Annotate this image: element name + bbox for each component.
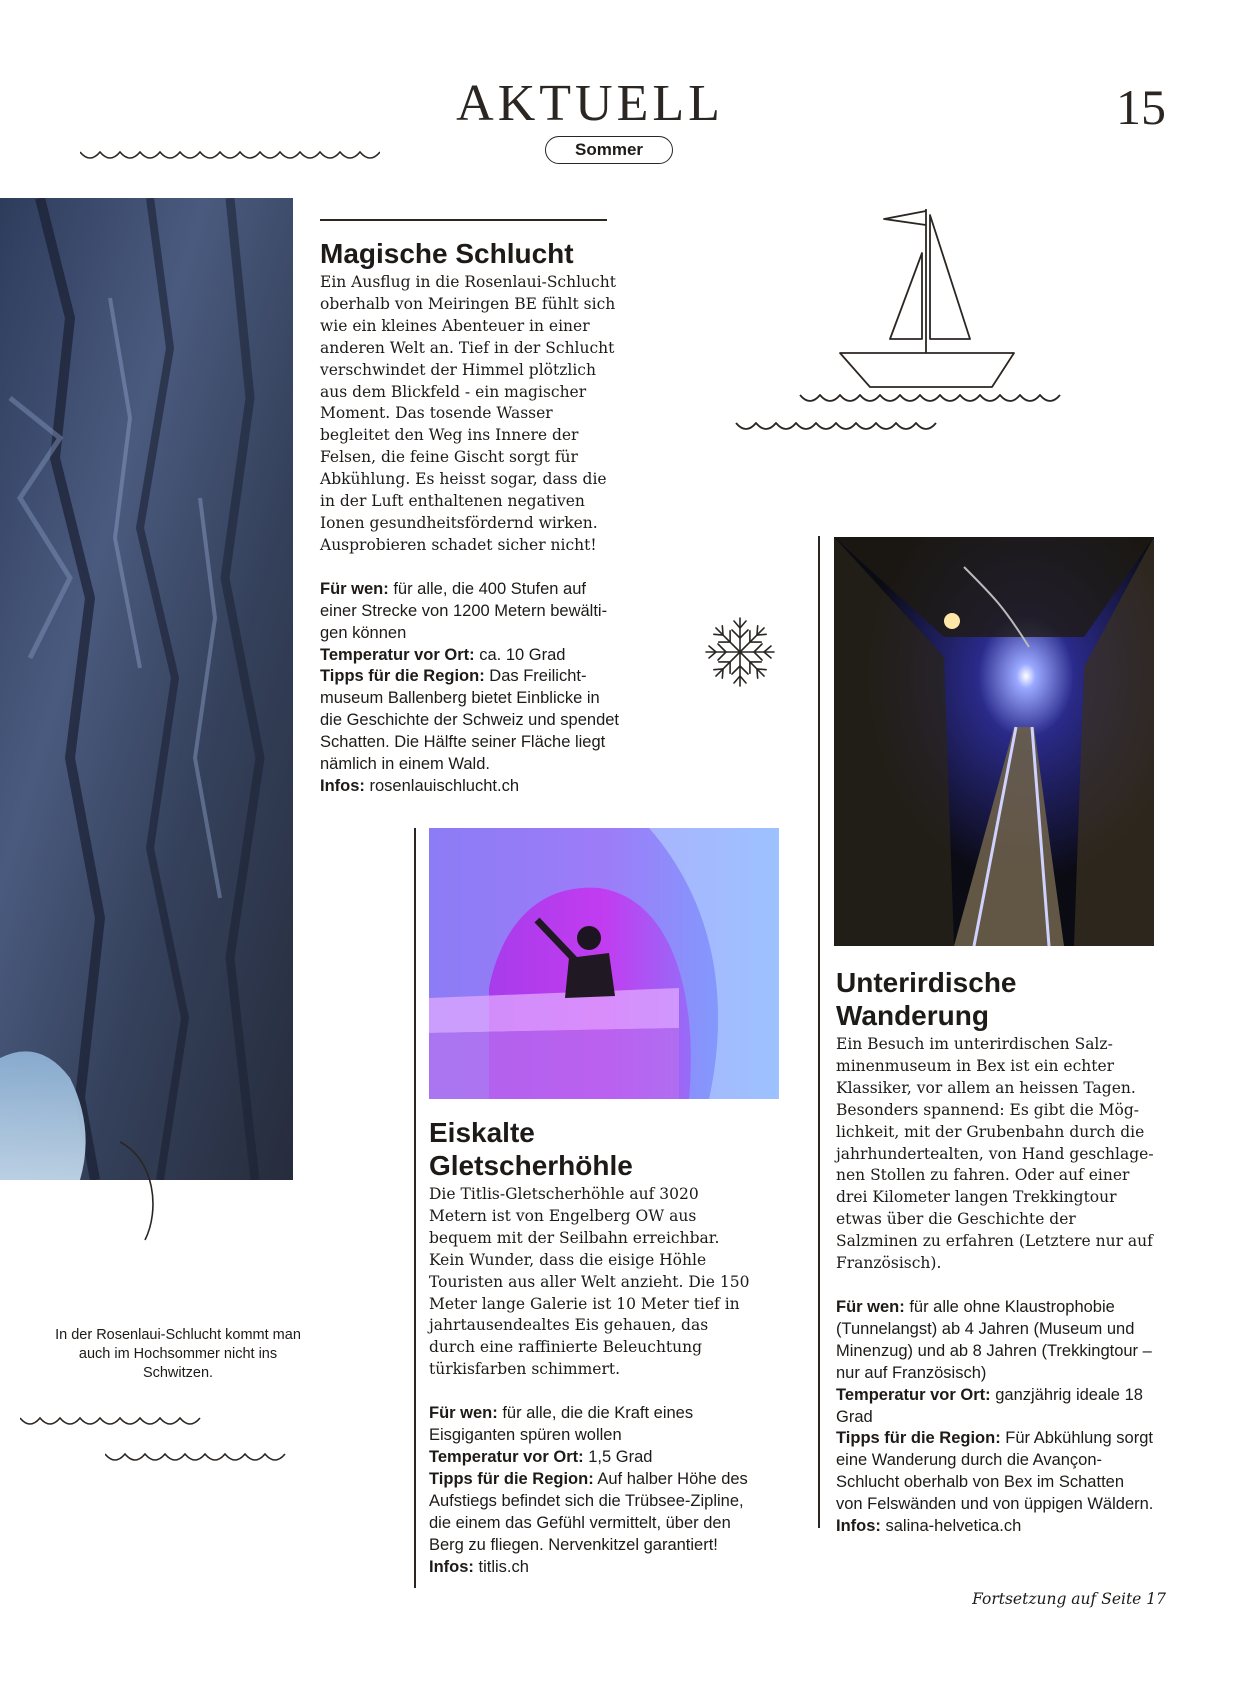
article-wanderung xyxy=(836,966,1154,1538)
article-schlucht xyxy=(320,237,620,798)
info-infos: Infos: rosenlauischlucht.ch xyxy=(320,776,520,795)
info-temperatur: Temperatur vor Ort: ganzjährig ideale 18 Grad xyxy=(836,1385,1143,1426)
column-rule xyxy=(414,828,416,1588)
info-fuer-wen: Für wen: für alle ohne Klaustrophobie (Tunnelangst) ab 4 Jahren (Museum und Minenzug) und ab 8 Jahren (Trekkingtour – nur auf Französisch) xyxy=(836,1297,1152,1382)
wave-icon xyxy=(80,144,380,164)
article-body: Ein Besuch im unterirdischen Salzminenmuseum in Bex ist ein echter Klassiker, vor allem an heissen Tagen. Besonders spannend: Es gibt die Möglichkeit, mit der Grubenbahn durch die jahrhundertealten, von Hand geschlagenen Stollen zu fahren. Oder auf einer drei Kilometer langen Trekkingtour etwas über die Geschichte der Salzminen zu erfahren (Letztere nur auf Französisch). xyxy=(836,1035,1154,1273)
info-fuer-wen: Für wen: für alle, die 400 Stufen auf einer Strecke von 1200 Metern bewältigen können xyxy=(320,579,608,642)
info-fuer-wen: Für wen: für alle, die die Kraft eines Eisgiganten spüren wollen xyxy=(429,1404,694,1445)
info-temperatur: Temperatur vor Ort: ca. 10 Grad xyxy=(320,645,566,664)
article-title: Unterirdische Wanderung xyxy=(836,967,1017,1031)
info-infos: Infos: titlis.ch xyxy=(429,1557,529,1576)
photo-caption: In der Rosenlaui-Schlucht kommt man auch im Hochsommer nicht ins Schwitzen. xyxy=(55,1327,301,1381)
glacier-cave-photo xyxy=(429,828,779,1099)
wave-icon xyxy=(20,1412,220,1432)
section-badge: Sommer xyxy=(545,136,673,164)
gorge-photo xyxy=(0,198,293,1180)
section-title: AKTUELL xyxy=(456,75,724,132)
continuation-note: Fortsetzung auf Seite 17 xyxy=(972,1590,1166,1608)
snowflake-icon xyxy=(700,612,780,692)
info-temperatur: Temperatur vor Ort: 1,5 Grad xyxy=(429,1447,653,1466)
article-title: Eiskalte Gletscherhöhle xyxy=(429,1117,633,1181)
article-body: Die Titlis-Gletscherhöhle auf 3020 Metern ist von Engelberg OW aus bequem mit der Seilbahn erreichbar. Kein Wunder, dass die eisige Höhle Touristen aus aller Welt anzieht. Die 150 Meter lange Galerie ist 10 Meter tief in jahrtausendealtes Eis gehauen, das durch eine raffinierte Beleuchtung türkisfarben schimmert. xyxy=(429,1185,750,1379)
wave-icon xyxy=(105,1448,305,1468)
info-tipps: Tipps für die Region: Das Freilichtmuseum Ballenberg bietet Einblicke in die Geschichte der Schweiz und spendet Schatten. Die Hälfte seiner Fläche liegt nämlich in einem Wald. xyxy=(320,667,620,774)
caption-pointer-line xyxy=(110,1140,170,1245)
article-title: Magische Schlucht xyxy=(320,238,574,269)
article-body: Ein Ausflug in die Rosenlaui-Schlucht oberhalb von Meiringen BE fühlt sich wie ein kleines Abenteuer in einer anderen Welt an. Tief in der Schlucht verschwindet der Himmel plötzlich aus dem Blickfeld - ein magischer Moment. Das tosende Wasser begleitet den Weg ins Innere der Felsen, die feine Gischt sorgt für Abkühlung. Es heisst sogar, dass die in der Luft enthaltenen negativen Ionen gesundheitsfördernd wirken. Ausprobieren schadet sicher nicht! xyxy=(320,273,616,554)
salt-mine-tunnel-photo xyxy=(834,537,1154,946)
info-tipps: Tipps für die Region: Auf halber Höhe des Aufstiegs befindet sich die Trübsee-Zipline, die einem das Gefühl vermittelt, über den Berg zu fliegen. Nervenkitzel garantiert! xyxy=(429,1469,748,1554)
info-infos: Infos: salina-helvetica.ch xyxy=(836,1517,1022,1536)
column-rule xyxy=(818,536,820,1528)
info-tipps: Tipps für die Region: Für Abkühlung sorgt eine Wanderung durch die Avançon-Schlucht oberhalb von Bex im Schatten von Felswänden und von üppigen Wäldern. xyxy=(836,1429,1154,1514)
article-gletscher xyxy=(429,1116,759,1578)
sailboat-icon xyxy=(730,205,1070,445)
page-number: 15 xyxy=(1116,79,1166,135)
divider xyxy=(320,219,607,221)
